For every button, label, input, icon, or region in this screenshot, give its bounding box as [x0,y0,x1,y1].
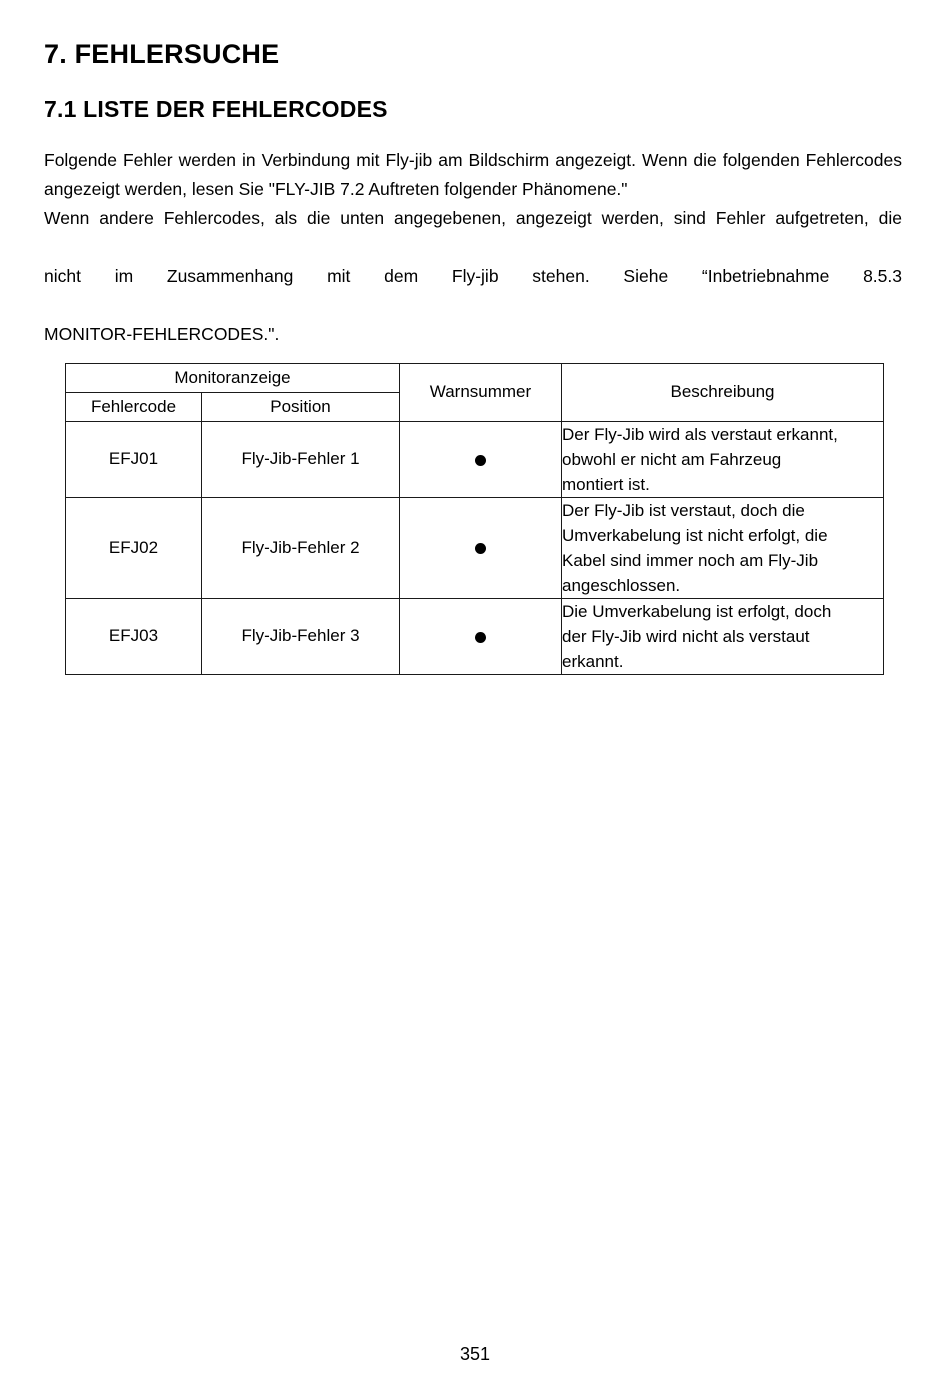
cell-error-code: EFJ03 [66,598,202,674]
description-line: Kabel sind immer noch am Fly-Jib [562,550,819,570]
section-title: 7.1 LISTE DER FEHLERCODES [44,96,388,123]
cell-error-code: EFJ02 [66,497,202,598]
cell-position: Fly-Jib-Fehler 3 [202,598,400,674]
header-position: Position [202,392,400,421]
description-line: Die Umverkabelung ist erfolgt, doch [562,601,832,621]
table-row [66,497,884,598]
intro-paragraph: Folgende Fehler werden in Verbindung mit Fly-jib am Bildschirm angezeigt. Wenn die folgenden Fehlercodes angezeigt werden, lesen Sie "FLY-JIB 7.2 Auftreten folgender Phänomene." [44,149,902,199]
description-line: obwohl er nicht am Fahrzeug [562,449,782,469]
error-code-table [65,363,884,675]
buzzer-dot-icon [475,543,486,554]
header-description: Beschreibung [562,363,884,421]
page-number: 351 [459,1344,491,1364]
description-line: Der Fly-Jib ist verstaut, doch die [562,500,805,520]
description-line: montiert ist. [562,474,650,494]
table-header [66,363,884,421]
description-line: Der Fly-Jib wird als verstaut erkannt, [562,424,838,444]
cell-description [562,497,884,598]
description-line: angeschlossen. [562,575,681,595]
cell-buzzer [400,497,562,598]
cell-position: Fly-Jib-Fehler 1 [202,421,400,497]
header-monitor-display: Monitoranzeige [66,363,400,392]
cell-position: Fly-Jib-Fehler 2 [202,497,400,598]
buzzer-dot-icon [475,455,486,466]
description-line: erkannt. [562,651,624,671]
page-title: 7. FEHLERSUCHE [44,39,280,69]
buzzer-dot-icon [475,632,486,643]
header-error-code: Fehlercode [66,392,202,421]
table-body [66,421,884,674]
header-buzzer: Warnsummer [400,363,562,421]
description-line: Umverkabelung ist nicht erfolgt, die [562,525,828,545]
secondary-paragraph [44,204,902,349]
table-header-row-top [66,363,884,392]
paragraph-line-2: nicht im Zusammenhang mit dem Fly-jib stehen. Siehe “Inbetriebnahme 8.5.3 [44,265,902,286]
cell-error-code: EFJ01 [66,421,202,497]
cell-buzzer [400,421,562,497]
cell-buzzer [400,598,562,674]
page-footer [0,1343,950,1365]
table-row [66,421,884,497]
error-code-table-container [44,363,902,675]
description-line: der Fly-Jib wird nicht als verstaut [562,626,810,646]
paragraph-line-1: Wenn andere Fehlercodes, als die unten angegebenen, angezeigt werden, sind Fehler aufgetreten, die [44,207,902,228]
table-row [66,598,884,674]
cell-description [562,598,884,674]
paragraph-line-3: MONITOR-FEHLERCODES.". [44,323,280,344]
cell-description [562,421,884,497]
